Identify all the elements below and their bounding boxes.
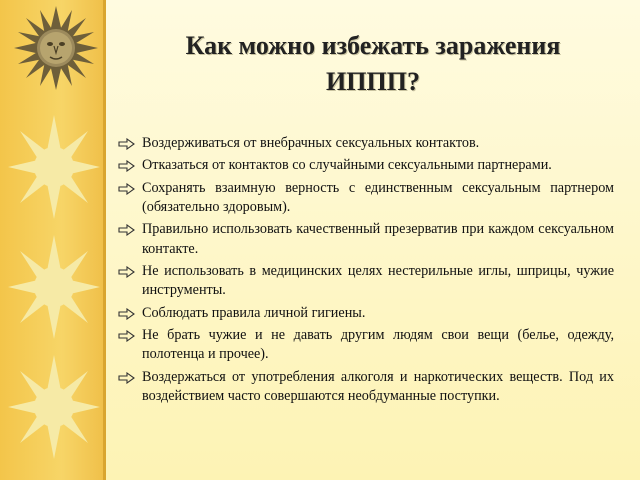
list-item [118,134,614,153]
list-item-text: Соблюдать правила личной гигиены. [142,304,366,321]
list-item [118,326,614,364]
list-item [118,368,614,406]
slide-title [106,28,640,100]
sun-icon [6,352,102,462]
sun-icon [6,232,102,342]
sun-face-icon [8,6,104,92]
list-item-text: Отказаться от контактов со случайными сексуальными партнерами. [142,157,552,174]
hollow-arrow-right-icon [118,372,136,384]
prevention-list [118,134,614,409]
hollow-arrow-right-icon [118,266,136,278]
list-item [118,304,614,323]
title-line-2: ИППП? [326,67,420,96]
list-item-text: Не использовать в медицинских целях нестерильные иглы, шприцы, чужие инструменты. [142,262,614,299]
sun-icon [6,112,102,222]
hollow-arrow-right-icon [118,138,136,150]
list-item [118,179,614,217]
list-item-text: Не брать чужие и не давать другим людям свои вещи (белье, одежду, полотенца и прочее). [142,326,614,363]
hollow-arrow-right-icon [118,330,136,342]
list-item-text: Воздерживаться от внебрачных сексуальных контактов. [142,135,480,151]
hollow-arrow-right-icon [118,224,136,236]
list-item-text: Воздержаться от употребления алкоголя и наркотических веществ. Под их воздействием часто совершаются необдуманные поступки. [142,368,614,404]
hollow-arrow-right-icon [118,308,136,320]
list-item [118,220,614,258]
title-line-1: Как можно избежать заражения [185,31,561,60]
list-item [118,262,614,300]
list-item-text: Правильно использовать качественный презерватив при каждом сексуальном контакте. [142,221,614,257]
hollow-arrow-right-icon [118,160,136,172]
list-item [118,156,614,175]
list-item-text: Сохранять взаимную верность с единственным сексуальным партнером (обязательно здоровым). [142,179,614,215]
hollow-arrow-right-icon [118,183,136,195]
